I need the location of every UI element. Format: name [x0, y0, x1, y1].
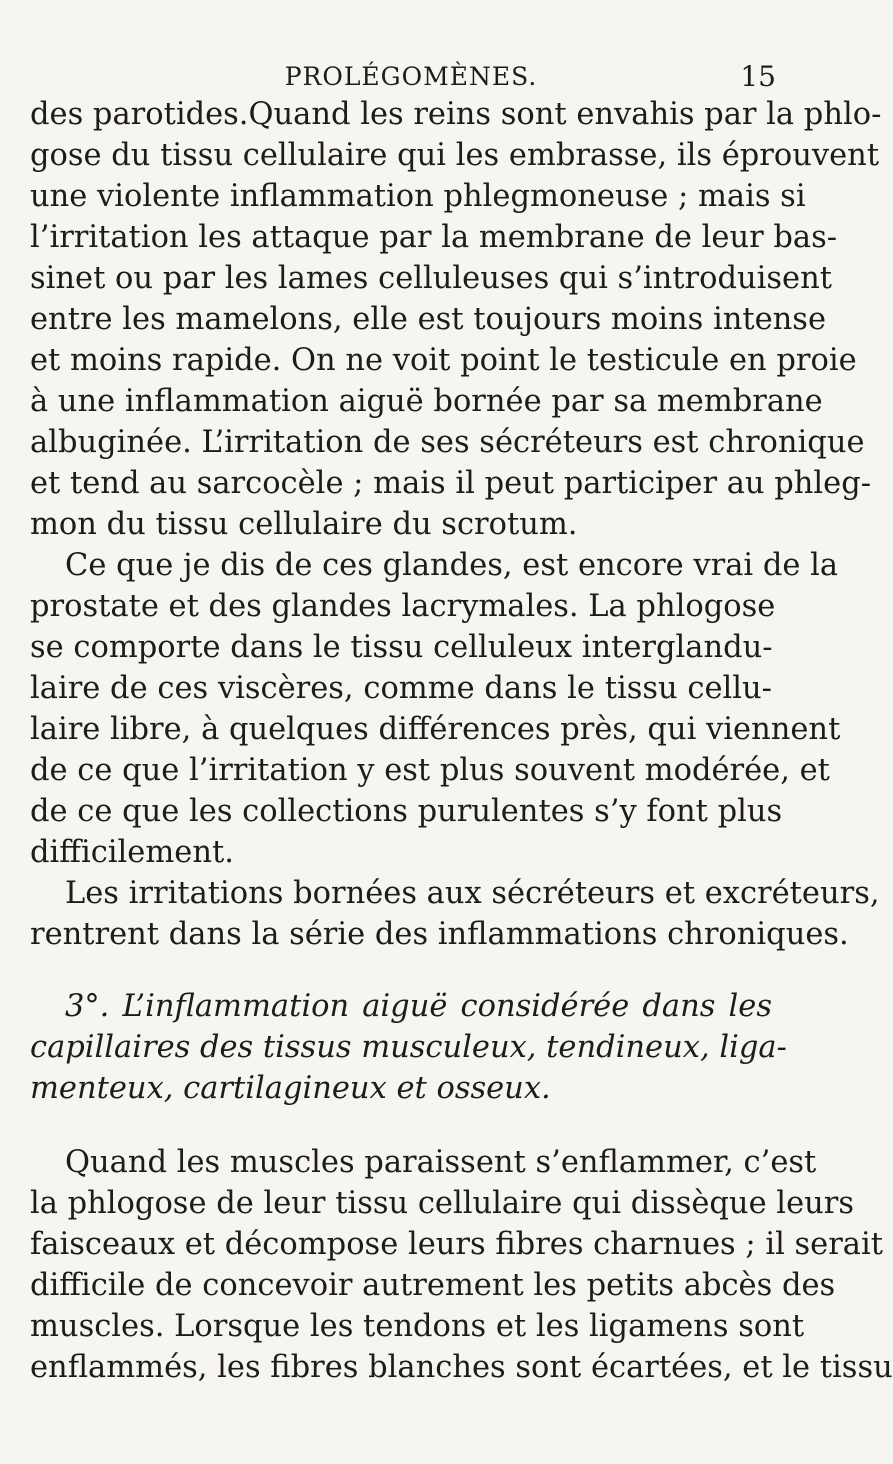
page-number: 15 — [740, 60, 776, 93]
paragraph-2 — [30, 545, 841, 873]
heading-line: 3°. L’inflammation aiguë considérée dans les — [65, 989, 772, 1024]
spacer — [30, 955, 772, 986]
text-line: l’irritation les attaque par la membrane de leur bas- — [30, 220, 838, 255]
text-line: difficile de concevoir autrement les petits abcès des — [30, 1268, 836, 1303]
heading-line: menteux, cartilagineux et osseux. — [30, 1071, 551, 1106]
text-line: et tend au sarcocèle ; mais il peut participer au phleg- — [30, 466, 872, 501]
text-line: laire de ces viscères, comme dans le tissu cellu- — [30, 671, 772, 706]
text-line: à une inflammation aiguë bornée par sa membrane — [30, 384, 823, 419]
body-text — [30, 94, 893, 1388]
text-line: difficilement. — [30, 835, 234, 870]
text-line: sinet ou par les lames celluleuses qui s’introduisent — [30, 261, 833, 296]
paragraph-4 — [30, 1142, 893, 1388]
text-line: muscles. Lorsque les tendons et les ligamens sont — [30, 1309, 805, 1344]
running-head: PROLÉGOMÈNES. — [284, 62, 538, 91]
text-line: de ce que les collections purulentes s’y font plus — [30, 794, 783, 829]
text-line: la phlogose de leur tissu cellulaire qui dissèque leurs — [30, 1186, 854, 1221]
text-line: enflammés, les fibres blanches sont écartées, et le tissu — [30, 1350, 893, 1385]
text-line: une violente inflammation phlegmoneuse ; mais si — [30, 179, 806, 214]
text-line: Les irritations bornées aux sécréteurs et excréteurs, — [65, 876, 880, 911]
text-line: Ce que je dis de ces glandes, est encore vrai de la — [65, 548, 839, 583]
text-line: rentrent dans la série des inflammations chroniques. — [30, 917, 849, 952]
text-line: et moins rapide. On ne voit point le testicule en proie — [30, 343, 857, 378]
text-line: faisceaux et décompose leurs fibres charnues ; il serait — [30, 1227, 884, 1262]
text-line: des parotides.Quand les reins sont envahis par la phlo- — [30, 97, 882, 132]
text-line: Quand les muscles paraissent s’enflammer, c’est — [65, 1145, 817, 1180]
spacer — [30, 1109, 772, 1142]
text-line: prostate et des glandes lacrymales. La phlogose — [30, 589, 776, 624]
text-line: gose du tissu cellulaire qui les embrasse, ils éprouvent — [30, 138, 880, 173]
text-line: albuginée. L’irritation de ses sécréteurs est chronique — [30, 425, 865, 460]
paragraph-1 — [30, 94, 882, 545]
page-header — [20, 60, 780, 96]
paragraph-3 — [30, 873, 880, 955]
text-line: de ce que l’irritation y est plus souvent modérée, et — [30, 753, 830, 788]
text-line: mon du tissu cellulaire du scrotum. — [30, 507, 578, 542]
text-line: se comporte dans le tissu celluleux interglandu- — [30, 630, 773, 665]
text-line: entre les mamelons, elle est toujours moins intense — [30, 302, 826, 337]
section-heading — [30, 986, 787, 1109]
text-line: laire libre, à quelques différences près, qui viennent — [30, 712, 841, 747]
heading-line: capillaires des tissus musculeux, tendineux, liga- — [30, 1030, 787, 1065]
